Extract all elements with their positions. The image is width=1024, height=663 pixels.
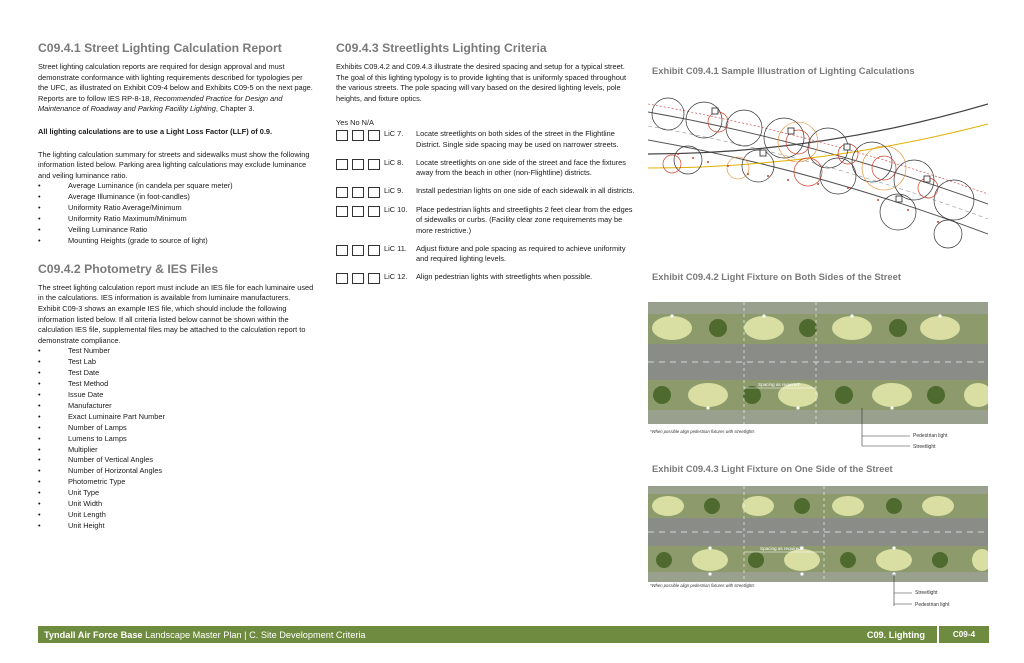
list-item: • Unit Length bbox=[38, 510, 314, 521]
section-title-calculation-report: C09.4.1 Street Lighting Calculation Report bbox=[38, 41, 282, 55]
lighting-calculation-illustration bbox=[648, 84, 988, 250]
list-item: • Unit Width bbox=[38, 499, 314, 510]
criteria-code: LiC 12. bbox=[384, 271, 408, 281]
list-item: • Number of Lamps bbox=[38, 423, 314, 434]
list-item: • Unit Type bbox=[38, 488, 314, 499]
column-middle bbox=[336, 40, 636, 291]
page-footer bbox=[38, 626, 989, 643]
column-left bbox=[38, 40, 314, 532]
list-item: • Photometric Type bbox=[38, 477, 314, 488]
criteria-text: Locate streetlights on both sides of the street in the Flightline District. Single side spacing may be used on narrower streets. bbox=[416, 129, 619, 149]
list-item: • Number of Horizontal Angles bbox=[38, 466, 314, 477]
list-item: • Test Lab bbox=[38, 357, 314, 368]
summary-text: The lighting calculation summary for streets and sidewalks must show the following information listed below. Parking area lighting calculations may exclude luminance and veiling luminance ratio. bbox=[38, 149, 310, 180]
criteria-text: Place pedestrian lights and streetlights 2 feet clear from the edges of sidewalks or curbs. (Facility clear zone requirements may be more restrictive.) bbox=[416, 204, 633, 235]
intro-text: Street lighting calculation reports are required for design approval and must demonstrate conformance with lighting requirements described for typologies per the UFC, as illustrated on Exhibit C09-4 below and Exhibits C09-5 on the next page. Reports are to follow IES RP-8-18, bbox=[38, 62, 313, 103]
na-checkbox[interactable] bbox=[368, 130, 380, 141]
criteria-row bbox=[336, 129, 636, 150]
yes-checkbox[interactable] bbox=[336, 159, 348, 170]
criteria-code: LiC 9. bbox=[384, 185, 404, 195]
yes-no-na-header: Yes No N/A bbox=[336, 118, 374, 128]
yes-checkbox[interactable] bbox=[336, 206, 348, 217]
na-checkbox[interactable] bbox=[368, 159, 380, 170]
list-item: • Unit Height bbox=[38, 521, 314, 532]
footer-section: C09. Lighting bbox=[866, 629, 925, 640]
list-item: • Test Number bbox=[38, 346, 314, 357]
llf-requirement: All lighting calculations are to use a Light Loss Factor (LLF) of 0.9. bbox=[38, 126, 273, 136]
intro-text-end: , Chapter 3. bbox=[215, 104, 255, 114]
criteria-intro: Exhibits C09.4.2 and C09.4.3 illustrate the desired spacing and setup for a typical street. The goal of this lighting typology is to provide lighting that is uniformly spaced throughout the various streets. The pole spacing will vary based on the desired lighting levels, pole heights, and fixture optics. bbox=[336, 62, 627, 103]
exhibit-2-title: Exhibit C09.4.2 Light Fixture on Both Sides of the Street bbox=[652, 271, 901, 282]
criteria-row bbox=[336, 158, 636, 179]
footer-base-name: Tyndall Air Force Base bbox=[44, 629, 143, 640]
alignment-note: *When possible align pedestrian fixtures with streetlights bbox=[650, 583, 755, 588]
alignment-note: *When possible align pedestrian fixtures with streetlights bbox=[650, 429, 755, 434]
no-checkbox[interactable] bbox=[352, 159, 364, 170]
criteria-text: Install pedestrian lights on one side of each sidewalk in all districts. bbox=[416, 185, 635, 195]
callout-pedestrian-light: Pedestrian light bbox=[915, 602, 950, 608]
no-checkbox[interactable] bbox=[352, 130, 364, 141]
criteria-row bbox=[336, 244, 636, 265]
spacing-label: Spacing as required* bbox=[760, 546, 803, 551]
footer-document-name: Landscape Master Plan | C. Site Development Criteria bbox=[142, 629, 366, 640]
list-item: • Veiling Luminance Ratio bbox=[38, 225, 314, 236]
both-sides-plan bbox=[648, 302, 988, 450]
list-item: • Number of Vertical Angles bbox=[38, 455, 314, 466]
criteria-code: LiC 8. bbox=[384, 157, 404, 167]
na-checkbox[interactable] bbox=[368, 245, 380, 256]
list-item: • Uniformity Ratio Average/Minimum bbox=[38, 203, 314, 214]
list-item: • Uniformity Ratio Maximum/Minimum bbox=[38, 214, 314, 225]
list-item: • Issue Date bbox=[38, 390, 314, 401]
intro-reference: Recommended Practice for Design and Maintenance of Roadway and Parking Facility Lighting bbox=[38, 93, 283, 114]
list-item: • Mounting Heights (grade to source of light) bbox=[38, 236, 314, 247]
ies-list bbox=[38, 346, 314, 531]
list-item: • Average Luminance (in candela per square meter) bbox=[38, 181, 314, 192]
criteria-text: Align pedestrian lights with streetlights when possible. bbox=[416, 271, 593, 281]
exhibit-1-title: Exhibit C09.4.1 Sample Illustration of Lighting Calculations bbox=[652, 65, 915, 76]
no-checkbox[interactable] bbox=[352, 187, 364, 198]
list-item: • Multiplier bbox=[38, 445, 314, 456]
section-title-criteria: C09.4.3 Streetlights Lighting Criteria bbox=[336, 41, 547, 55]
calculation-report-intro bbox=[38, 62, 314, 115]
list-item: • Exact Luminaire Part Number bbox=[38, 412, 314, 423]
exhibit-3-title: Exhibit C09.4.3 Light Fixture on One Side of the Street bbox=[652, 463, 893, 474]
spacing-label: Spacing as required* bbox=[758, 382, 801, 387]
criteria-code: LiC 11. bbox=[384, 243, 407, 253]
no-checkbox[interactable] bbox=[352, 273, 364, 284]
list-item: • Test Date bbox=[38, 368, 314, 379]
footer-title bbox=[38, 630, 867, 640]
criteria-text: Locate streetlights on one side of the street and face the fixtures away from the beach in other (non-Flightline) districts. bbox=[416, 157, 626, 178]
no-checkbox[interactable] bbox=[352, 206, 364, 217]
section-title-photometry: C09.4.2 Photometry & IES Files bbox=[38, 261, 219, 276]
criteria-code: LiC 7. bbox=[384, 129, 404, 139]
callout-streetlight: Streetlight bbox=[913, 444, 936, 450]
criteria-row bbox=[336, 205, 636, 237]
na-checkbox[interactable] bbox=[368, 187, 380, 198]
callout-pedestrian-light: Pedestrian light bbox=[913, 433, 948, 439]
criteria-code: LiC 10. bbox=[384, 204, 408, 214]
yes-checkbox[interactable] bbox=[336, 245, 348, 256]
list-item: • Test Method bbox=[38, 379, 314, 390]
list-item: • Manufacturer bbox=[38, 401, 314, 412]
na-checkbox[interactable] bbox=[368, 206, 380, 217]
criteria-text: Adjust fixture and pole spacing as required to achieve uniformity and required lighting levels. bbox=[416, 243, 626, 264]
callout-streetlight: Streetlight bbox=[915, 590, 938, 596]
yes-checkbox[interactable] bbox=[336, 187, 348, 198]
yes-checkbox[interactable] bbox=[336, 130, 348, 141]
one-side-plan bbox=[648, 486, 988, 610]
page-number: C09-4 bbox=[952, 630, 976, 639]
summary-list bbox=[38, 181, 314, 246]
photometry-text: The street lighting calculation report must include an IES file for each luminaire used in the calculations. IES information is available from luminaire manufacturers. Exhibit C09-3 shows an example IES file, which should include the following information listed below. If all criteria listed below cannot be shown within the calculation IES file, supplemental files may be attached to the calculation report to demonstrate compliance. bbox=[38, 282, 314, 345]
criteria-row bbox=[336, 272, 636, 284]
list-item: • Lumens to Lamps bbox=[38, 434, 314, 445]
no-checkbox[interactable] bbox=[352, 245, 364, 256]
list-item: • Average Illuminance (in foot-candles) bbox=[38, 192, 314, 203]
yes-checkbox[interactable] bbox=[336, 273, 348, 284]
criteria-row bbox=[336, 186, 636, 198]
na-checkbox[interactable] bbox=[368, 273, 380, 284]
